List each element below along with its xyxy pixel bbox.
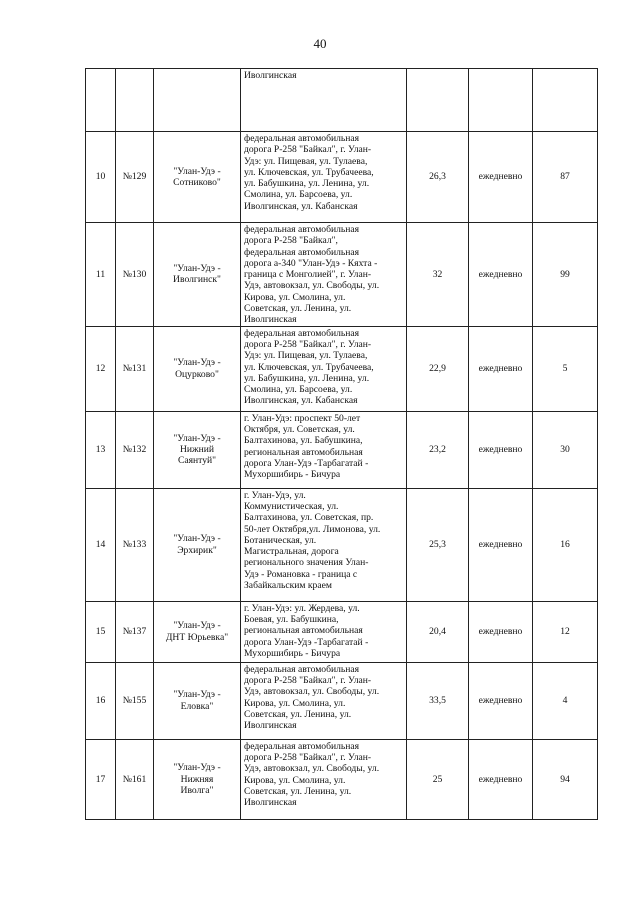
table-row bbox=[86, 411, 598, 488]
cell-route-id: №155 bbox=[116, 662, 154, 739]
cell-route-description-line: дорога Р-258 "Байкал", г. Улан- bbox=[244, 674, 372, 686]
cell-route-description-line: г. Улан-Удэ: ул. Жердева, ул. bbox=[244, 602, 360, 614]
cell-route-name-line: "Улан-Удэ - bbox=[173, 533, 221, 545]
cell-route-description-line: Советская, ул. Ленина, ул. bbox=[244, 303, 352, 315]
cell-count: 12 bbox=[533, 601, 598, 662]
cell-route-description bbox=[241, 223, 407, 327]
cell-route-name-line: Саянтуй" bbox=[177, 455, 217, 467]
table-row bbox=[86, 132, 598, 223]
cell-route-name-line: Сотниково" bbox=[173, 177, 221, 188]
cell-route-description bbox=[241, 601, 407, 662]
cell-route-description-line: федеральная автомобильная bbox=[244, 327, 360, 339]
cell-schedule: ежедневно bbox=[469, 739, 533, 819]
cell-route-description-line: ул. Ключевская, ул. Трубачеева, bbox=[244, 361, 374, 373]
cell-schedule: ежедневно bbox=[469, 223, 533, 327]
cell-route-id bbox=[116, 69, 154, 132]
cell-route-description-line: дорога Р-258 "Байкал", bbox=[244, 235, 338, 247]
cell-route-name bbox=[154, 326, 241, 411]
cell-route-name-line: ДНТ Юрьевка" bbox=[165, 631, 229, 643]
cell-route-description-line: Смолина, ул. Барсоева, ул. bbox=[244, 189, 353, 201]
routes-table bbox=[85, 68, 598, 820]
cell-route-description-line: Боевая, ул. Бабушкина, bbox=[244, 613, 339, 625]
cell-route-name bbox=[154, 739, 241, 819]
cell-route-description bbox=[241, 411, 407, 488]
cell-route-description-line: ул. Бабушкина, ул. Ленина, ул. bbox=[244, 178, 370, 190]
cell-schedule: ежедневно bbox=[469, 132, 533, 223]
cell-route-name-line: "Улан-Удэ - bbox=[173, 762, 221, 774]
cell-route-description-line: Советская, ул. Ленина, ул. bbox=[244, 785, 352, 797]
cell-route-name bbox=[154, 601, 241, 662]
cell-number: 10 bbox=[86, 132, 116, 223]
cell-route-id: №131 bbox=[116, 326, 154, 411]
cell-route-name-line: "Улан-Удэ - bbox=[173, 263, 221, 275]
table-row bbox=[86, 326, 598, 411]
cell-number: 12 bbox=[86, 326, 116, 411]
cell-length: 25 bbox=[407, 739, 469, 819]
cell-length bbox=[407, 69, 469, 132]
cell-length: 26,3 bbox=[407, 132, 469, 223]
cell-route-description-line: ул. Ключевская, ул. Трубачеева, bbox=[244, 166, 374, 178]
cell-route-name-line: Эрхирик" bbox=[177, 544, 217, 556]
continuation-row bbox=[86, 69, 598, 132]
cell-route-id: №133 bbox=[116, 488, 154, 601]
cell-number: 16 bbox=[86, 662, 116, 739]
cell-route-description-line: Иволгинская bbox=[244, 797, 297, 809]
cell-route-description-line: Балтахинова, ул. Бабушкина, bbox=[244, 435, 363, 447]
cell-route-name bbox=[154, 69, 241, 132]
cell-route-description-line: Удэ - Романовка - граница с bbox=[244, 568, 358, 580]
cell-count: 94 bbox=[533, 739, 598, 819]
cell-route-description-line: Удэ, автовокзал, ул. Свободы, ул. bbox=[244, 763, 380, 775]
cell-number: 11 bbox=[86, 223, 116, 327]
cell-route-description-line: Удэ: ул. Пищевая, ул. Тулаева, bbox=[244, 155, 368, 167]
cell-route-description-line: Иволгинская bbox=[244, 314, 297, 326]
cell-route-description-line: дорога Улан-Удэ -Тарбагатай - bbox=[244, 457, 369, 469]
cell-route-description-line: г. Улан-Удэ, ул. bbox=[244, 489, 306, 501]
cell-route-name-line: "Улан-Удэ - bbox=[173, 165, 221, 177]
cell-route-description-line: дорога а-340 "Улан-Удэ - Кяхта - bbox=[244, 257, 378, 269]
cell-route-description-line: дорога Р-258 "Байкал", г. Улан- bbox=[244, 144, 372, 156]
cell-schedule bbox=[469, 69, 533, 132]
cell-route-description-line: федеральная автомобильная bbox=[244, 133, 360, 144]
cell-route-description-line: Мухоршибирь - Бичура bbox=[244, 469, 341, 481]
cell-route-id: №132 bbox=[116, 411, 154, 488]
cell-length: 22,9 bbox=[407, 326, 469, 411]
cell-count bbox=[533, 69, 598, 132]
cell-route-description-line: Кирова, ул. Смолина, ул. bbox=[244, 291, 346, 303]
cell-route-description-line: региональная автомобильная bbox=[244, 625, 363, 637]
cell-count: 99 bbox=[533, 223, 598, 327]
cell-route-description-line: Смолина, ул. Барсоева, ул. bbox=[244, 384, 353, 396]
cell-number: 17 bbox=[86, 739, 116, 819]
cell-route-description-line: ул. Бабушкина, ул. Ленина, ул. bbox=[244, 372, 370, 384]
cell-route-name-line: Нижняя bbox=[180, 773, 214, 785]
cell-route-description-line: 50-лет Октября,ул. Лимонова, ул. bbox=[244, 523, 381, 535]
cell-number: 13 bbox=[86, 411, 116, 488]
routes-table-body bbox=[86, 69, 598, 820]
cell-route-description-line: региональная автомобильная bbox=[244, 446, 363, 458]
cell-route-name-line: "Улан-Удэ - bbox=[173, 357, 221, 369]
cell-route-description bbox=[241, 739, 407, 819]
cell-route-name-line: "Улан-Удэ - bbox=[173, 432, 221, 444]
cell-length: 33,5 bbox=[407, 662, 469, 739]
cell-route-name bbox=[154, 488, 241, 601]
cell-route-description bbox=[241, 662, 407, 739]
cell-count: 87 bbox=[533, 132, 598, 223]
cell-route-name bbox=[154, 223, 241, 327]
cell-route-description-line: федеральная автомобильная bbox=[244, 224, 360, 235]
cell-route-name bbox=[154, 132, 241, 223]
cell-route-description-line: Балтахинова, ул. Советская, пр. bbox=[244, 512, 374, 524]
cell-route-description-line: Кирова, ул. Смолина, ул. bbox=[244, 697, 346, 709]
cell-route-description-line: Ботаническая, ул. bbox=[244, 534, 317, 546]
cell-schedule: ежедневно bbox=[469, 488, 533, 601]
cell-route-name-line: Оцурково" bbox=[175, 368, 219, 380]
cell-route-description-line: Мухоршибирь - Бичура bbox=[244, 647, 341, 659]
cell-route-name-line: "Улан-Удэ - bbox=[173, 689, 221, 701]
cell-route-description-line: дорога Р-258 "Байкал", г. Улан- bbox=[244, 751, 372, 763]
cell-route-description-line: федеральная автомобильная bbox=[244, 663, 360, 675]
table-row bbox=[86, 223, 598, 327]
cell-length: 23,2 bbox=[407, 411, 469, 488]
cell-count: 4 bbox=[533, 662, 598, 739]
cell-route-id: №130 bbox=[116, 223, 154, 327]
cell-route-description-line: Советская, ул. Ленина, ул. bbox=[244, 708, 352, 720]
page-number: 40 bbox=[313, 36, 327, 51]
table-row bbox=[86, 662, 598, 739]
cell-route-name bbox=[154, 411, 241, 488]
cell-count: 16 bbox=[533, 488, 598, 601]
cell-route-description-line: граница с Монголией", г. Улан- bbox=[244, 269, 372, 281]
table-row bbox=[86, 601, 598, 662]
cell-route-description-line: Удэ, автовокзал, ул. Свободы, ул. bbox=[244, 280, 380, 292]
cell-number: 15 bbox=[86, 601, 116, 662]
cell-route-description: Иволгинская bbox=[241, 69, 407, 132]
cell-route-id: №137 bbox=[116, 601, 154, 662]
cell-route-name-line: Нижний bbox=[179, 444, 215, 456]
cell-schedule: ежедневно bbox=[469, 601, 533, 662]
cell-schedule: ежедневно bbox=[469, 662, 533, 739]
cell-route-description-line: Удэ, автовокзал, ул. Свободы, ул. bbox=[244, 686, 380, 698]
cell-route-id: №161 bbox=[116, 739, 154, 819]
cell-route-name-line: Еловка" bbox=[180, 700, 214, 712]
cell-number: 14 bbox=[86, 488, 116, 601]
cell-route-name-line: Иволгинск" bbox=[173, 274, 221, 286]
cell-count: 30 bbox=[533, 411, 598, 488]
cell-route-description-line: федеральная автомобильная bbox=[244, 246, 360, 258]
cell-length: 32 bbox=[407, 223, 469, 327]
cell-number bbox=[86, 69, 116, 132]
cell-route-description-line: Иволгинская, ул. Кабанская bbox=[244, 200, 358, 212]
cell-route-name bbox=[154, 662, 241, 739]
cell-count: 5 bbox=[533, 326, 598, 411]
table-row bbox=[86, 488, 598, 601]
cell-route-description-line: г. Улан-Удэ: проспект 50-лет bbox=[244, 412, 361, 424]
cell-route-description-line: Забайкальским краем bbox=[244, 580, 332, 592]
table-row bbox=[86, 739, 598, 819]
cell-schedule: ежедневно bbox=[469, 411, 533, 488]
cell-route-description-line: дорога Р-258 "Байкал", г. Улан- bbox=[244, 338, 372, 350]
cell-length: 20,4 bbox=[407, 601, 469, 662]
cell-route-description-line: Иволгинская, ул. Кабанская bbox=[244, 395, 358, 407]
cell-route-description-line: федеральная автомобильная bbox=[244, 740, 360, 752]
cell-route-id: №129 bbox=[116, 132, 154, 223]
cell-route-description-line: регионального значения Улан- bbox=[244, 557, 369, 569]
cell-route-name-line: Иволга" bbox=[180, 784, 214, 796]
cell-route-description bbox=[241, 132, 407, 223]
cell-route-description-line: Кирова, ул. Смолина, ул. bbox=[244, 774, 346, 786]
cell-route-description-line: Иволгинская bbox=[244, 720, 297, 732]
cell-schedule: ежедневно bbox=[469, 326, 533, 411]
cell-route-description-line: Коммунистическая, ул. bbox=[244, 500, 339, 512]
cell-route-name-line: "Улан-Удэ - bbox=[173, 620, 221, 632]
cell-route-description-line: Магистральная, дорога bbox=[244, 546, 339, 558]
cell-route-description bbox=[241, 488, 407, 601]
cell-route-description-line: дорога Улан-Удэ -Тарбагатай - bbox=[244, 636, 369, 648]
cell-route-description-line: Октября, ул. Советская, ул. bbox=[244, 423, 355, 435]
cell-route-description-line: Удэ: ул. Пищевая, ул. Тулаева, bbox=[244, 350, 368, 362]
cell-length: 25,3 bbox=[407, 488, 469, 601]
cell-route-description bbox=[241, 326, 407, 411]
